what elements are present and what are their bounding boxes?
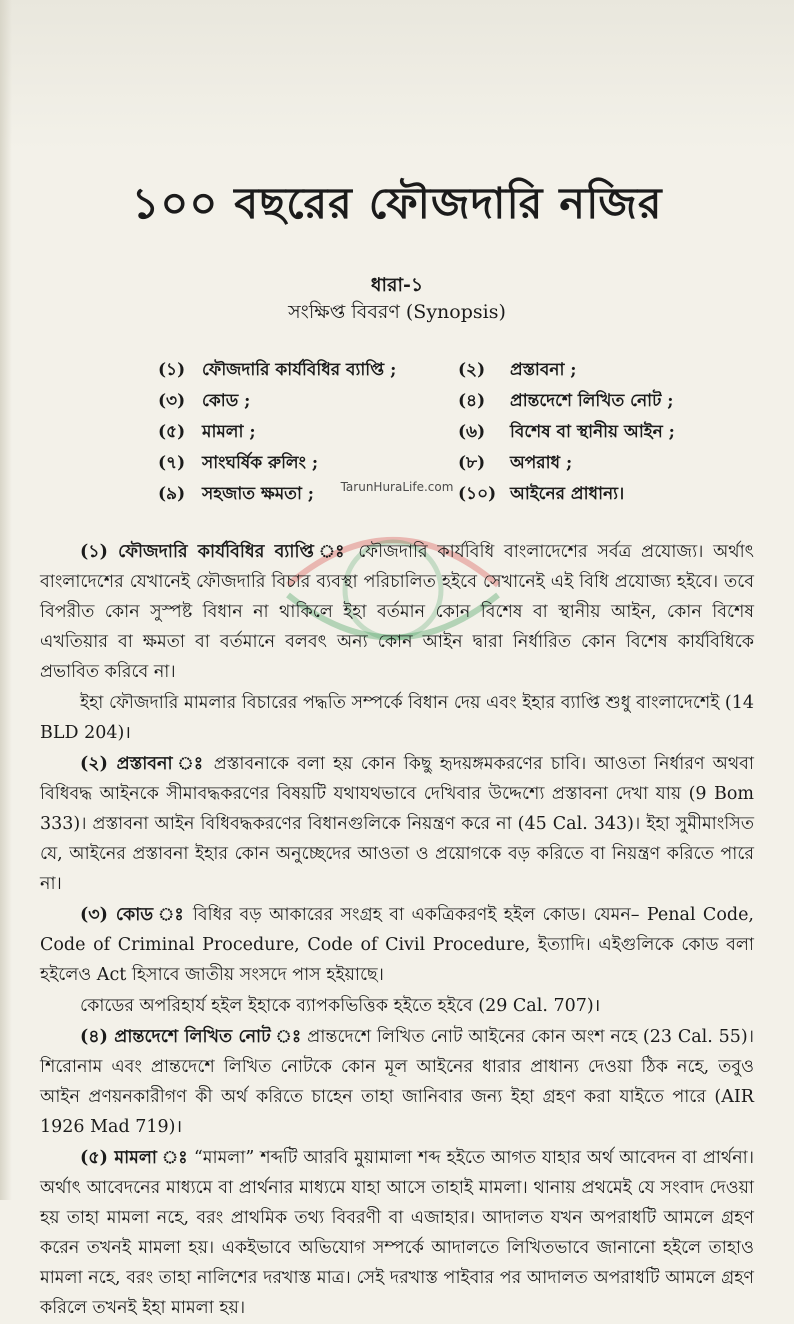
- item-text: ফৌজদারি কার্যবিধির ব্যাপ্তি ;: [202, 359, 397, 380]
- paragraph-text: বিধির বড় আকারের সংগ্রহ বা একত্রিকরণই হইল কোড। যেমন– Penal Code, Code of Criminal Procedure, Code of Civil Procedure, ইত্যাদি। এইগুলিকে কোড বলা হইলেও Act হিসাবে জাতীয় সংসদে পাস হইয়াছে।: [40, 905, 754, 985]
- item-number: (৩): [158, 390, 186, 411]
- item-number: (৪): [458, 390, 486, 411]
- paragraph-text: ফৌজদারি কার্যবিধি বাংলাদেশের সর্বত্র প্রযোজ্য। অর্থাৎ বাংলাদেশের যেখানেই ফৌজদারি বিচার ব্যবস্থা পরিচালিত হইবে সেখানেই এই বিধি প্রযোজ্য হইবে। তবে বিপরীত কোন সুস্পষ্ট বিধান না থাকিলে ইহা বর্তমান কোন বিশেষ বা স্থানীয় আইন, কোন বিশেষ এখতিয়ার বা ক্ষমতা বা বর্তমানে বলবৎ অন্য কোন আইন দ্বারা নির্ধারিত কোন বিশেষ কার্যবিধিকে প্রভাবিত করিবে না।: [40, 542, 755, 682]
- item-number: (৭): [158, 452, 186, 473]
- paragraph: [40, 1143, 754, 1323]
- item-text: প্রস্তাবনা ;: [510, 359, 577, 380]
- item-text: প্রান্তদেশে লিখিত নোট ;: [510, 390, 674, 411]
- paragraph: [40, 749, 754, 899]
- page-title: ১০০ বছরের ফৌজদারি নজির: [131, 179, 663, 229]
- item-number: (৮): [458, 452, 486, 473]
- paragraph-lead: (১) ফৌজদারি কার্যবিধির ব্যাপ্তি ঃ: [80, 542, 349, 562]
- item-number: (১০): [458, 483, 497, 504]
- item-text: মামলা ;: [202, 421, 256, 442]
- item-text: অপরাধ ;: [510, 452, 573, 473]
- item-text: বিশেষ বা স্থানীয় আইন ;: [510, 421, 675, 442]
- item-number: (২): [458, 359, 486, 380]
- section-heading: ধারা-১: [370, 274, 424, 296]
- body-text: [40, 537, 754, 1324]
- synopsis-row: [158, 355, 678, 386]
- item-number: (৯): [158, 483, 186, 504]
- synopsis-row: [158, 448, 678, 479]
- item-number: (৫): [158, 421, 186, 442]
- paragraph-text: কোডের অপরিহার্য হইল ইহাকে ব্যাপকভিত্তিক হইতে হইবে (29 Cal. 707)।: [80, 996, 601, 1016]
- paragraph-lead: (৪) প্রান্তদেশে লিখিত নোট ঃ: [80, 1027, 302, 1047]
- item-text: আইনের প্রাধান্য।: [510, 483, 625, 504]
- paragraph: [40, 688, 754, 748]
- synopsis-row: [158, 386, 678, 417]
- paragraph-text: প্রস্তাবনাকে বলা হয় কোন কিছু হৃদয়ঙ্গমকরণের চাবি। আওতা নির্ধারণ অথবা বিধিবদ্ধ আইনকে সীমাবদ্ধকরণের বিষয়টি যথাযথভাবে দেখিবার উদ্দেশ্যে প্রস্তাবনা দেখা যায় (9 Bom 333)। প্রস্তাবনা আইন বিধিবদ্ধকরণের বিধানগুলিকে নিয়ন্ত্রণ করে না (45 Cal. 343)। ইহা সুমীমাংসিত যে, আইনের প্রস্তাবনা ইহার কোন অনুচ্ছেদের আওতা ও প্রয়োগকে বড় করিতে বা নিয়ন্ত্রণ করিতে পারে না।: [40, 754, 754, 894]
- item-text: সহজাত ক্ষমতা ;: [202, 483, 315, 504]
- paragraph-text: “মামলা” শব্দটি আরবি মুয়ামালা শব্দ হইতে আগত যাহার অর্থ আবেদন বা প্রার্থনা। অর্থাৎ আবেদনের মাধ্যমে বা প্রার্থনার মাধ্যমে যাহা আসে তাহাই মামলা। থানায় প্রথমেই যে সংবাদ দেওয়া হয় তাহা মামলা নহে, বরং প্রাথমিক তথ্য বিবরণী বা এজাহার। আদালত যখন অপরাধটি আমলে গ্রহণ করেন তখনই মামলা হয়। একইভাবে অভিযোগ সম্পর্কে আদালতে লিখিতভাবে জানানো হইলে তাহাও মামলা নহে, বরং তাহা নালিশের দরখাস্ত মাত্র। সেই দরখাস্ত পাইবার পর আদালত অপরাধটি আমলে গ্রহণ করিলে তখনই ইহা মামলা হয়।: [40, 1148, 754, 1318]
- paragraph: [40, 1022, 754, 1142]
- synopsis-row: [158, 417, 678, 448]
- paragraph-lead: (২) প্রস্তাবনা ঃ: [80, 754, 206, 774]
- paragraph: [40, 991, 754, 1021]
- paragraph-lead: (৫) মামলা ঃ: [80, 1148, 188, 1168]
- synopsis-heading: সংক্ষিপ্ত বিবরণ (Synopsis): [288, 301, 506, 323]
- paragraph: [40, 900, 754, 990]
- watermark-text: TarunHuraLife.com: [340, 480, 454, 494]
- bleed-through-shadow: [0, 0, 794, 150]
- paragraph-lead: (৩) কোড ঃ: [80, 905, 186, 925]
- paragraph: [40, 537, 754, 687]
- item-text: সাংঘর্ষিক রুলিং ;: [202, 452, 319, 473]
- paragraph-text: প্রান্তদেশে লিখিত নোট আইনের কোন অংশ নহে (23 Cal. 55)। শিরোনাম এবং প্রান্তদেশে লিখিত নোটকে কোন মূল আইনের ধারার প্রাধান্য দেওয়া ঠিক নহে, তবুও আইন প্রণয়নকারীগণ কী অর্থ করিতে চাহেন তাহা জানিবার জন্য ইহা গ্রহণ করা যাইতে পারে (AIR 1926 Mad 719)।: [40, 1027, 754, 1137]
- item-number: (৬): [458, 421, 486, 442]
- paragraph-text: ইহা ফৌজদারি মামলার বিচারের পদ্ধতি সম্পর্কে বিধান দেয় এবং ইহার ব্যাপ্তি শুধু বাংলাদেশেই (14 BLD 204)।: [40, 693, 754, 743]
- item-number: (১): [158, 359, 186, 380]
- item-text: কোড ;: [202, 390, 251, 411]
